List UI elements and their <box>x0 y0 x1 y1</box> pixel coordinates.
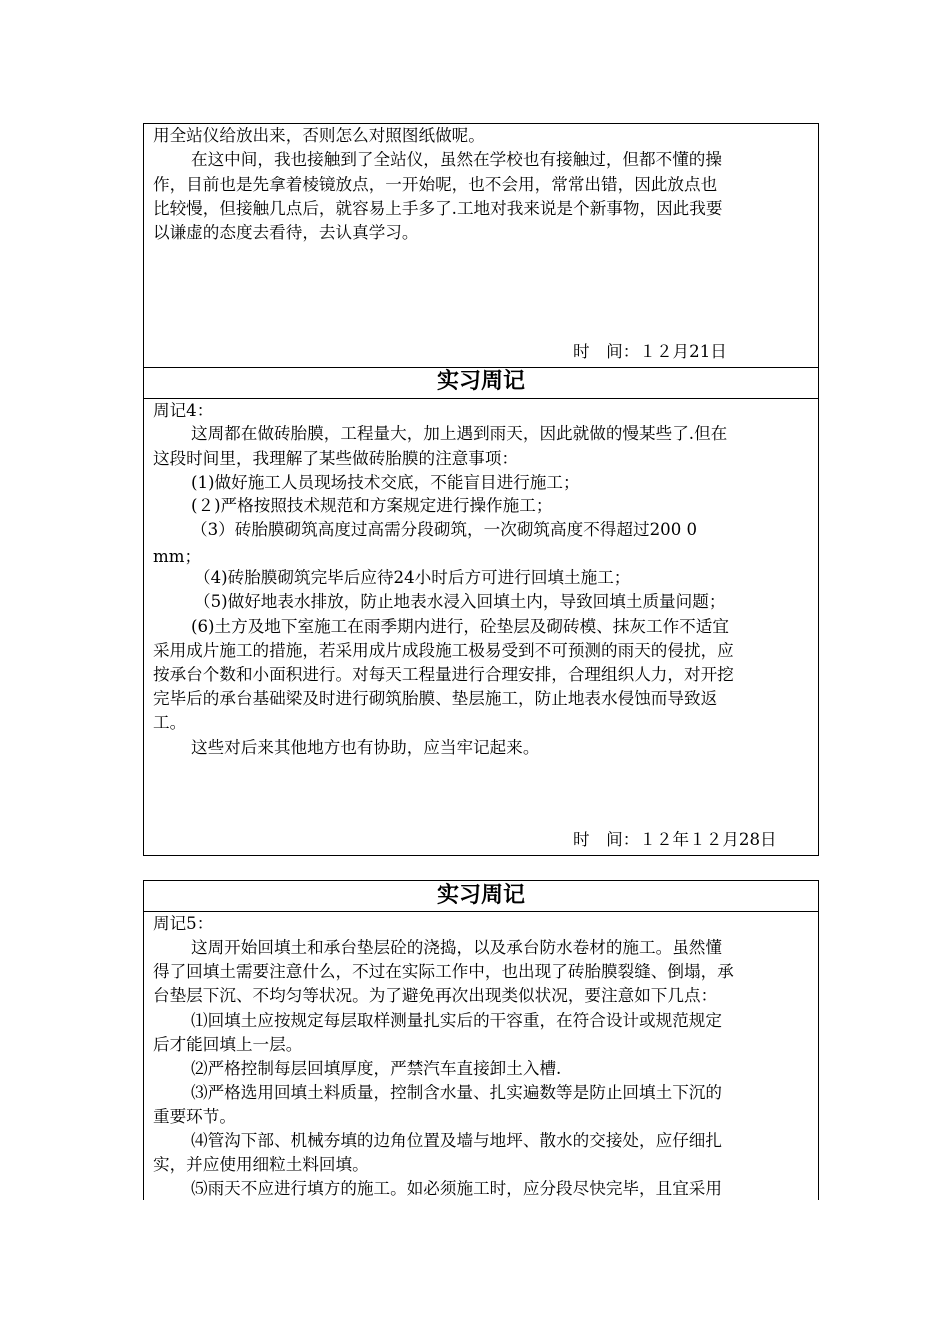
text-line: 得了回填土需要注意什么，不过在实际工作中，也出现了砖胎膜裂缝、倒塌，承 <box>153 962 734 981</box>
section-title: 实习周记 <box>436 883 525 908</box>
text-line: 后才能回填上一层。 <box>153 1035 303 1054</box>
text-line: 采用成片施工的措施，若采用成片成段施工极易受到不可预测的雨天的侵扰，应 <box>153 641 734 660</box>
text-line: （3）砖胎膜砌筑高度过高需分段砌筑，一次砌筑高度不得超过200 0 <box>191 520 698 539</box>
record-table-1 <box>143 123 819 856</box>
text-line: 以谦虚的态度去看待，去认真学习。 <box>153 223 419 242</box>
text-line: 重要环节。 <box>153 1107 236 1126</box>
text-line: (1)做好施工人员现场技术交底，不能盲目进行施工； <box>191 473 580 492</box>
text-line: 周记4： <box>153 401 214 420</box>
text-line: ⑸雨天不应进行填方的施工。如必须施工时，应分段尽快完毕，且宜采用 <box>191 1179 722 1198</box>
text-line: mm； <box>153 547 202 566</box>
text-line: 在这中间，我也接触到了全站仪，虽然在学校也有接触过，但都不懂的操 <box>191 150 722 169</box>
text-line: 台垫层下沉、不均匀等状况。为了避免再次出现类似状况，要注意如下几点： <box>153 986 718 1005</box>
text-line: 实，并应使用细粒土料回填。 <box>153 1155 369 1174</box>
record-table-2 <box>143 880 819 1200</box>
text-line: （5)做好地表水排放，防止地表水浸入回填土内，导致回填土质量问题； <box>194 592 726 611</box>
text-line: (２)严格按照技术规范和方案规定进行操作施工； <box>191 496 553 515</box>
text-line: ⑶严格选用回填土料质量，控制含水量、扎实遍数等是防止回填土下沉的 <box>191 1083 722 1102</box>
text-line: 按承台个数和小面积进行。对每天工程量进行合理安排，合理组织人力，对开挖 <box>153 665 734 684</box>
text-line: （4)砖胎膜砌筑完毕后应待24小时后方可进行回填土施工； <box>194 568 631 587</box>
text-line: 完毕后的承台基础梁及时进行砌筑胎膜、垫层施工，防止地表水侵蚀而导致返 <box>153 689 718 708</box>
text-line: 周记5： <box>153 914 214 933</box>
text-line: 这些对后来其他地方也有协助，应当牢记起来。 <box>191 738 540 757</box>
text-line: 作，目前也是先拿着棱镜放点，一开始呢，也不会用，常常出错，因此放点也 <box>153 175 718 194</box>
text-line: ⑵严格控制每层回填厚度，严禁汽车直接卸土入槽. <box>191 1059 562 1078</box>
text-line: ⑴回填土应按规定每层取样测量扎实后的干容重，在符合设计或规范规定 <box>191 1011 722 1030</box>
row-divider <box>144 911 818 912</box>
text-line: 比较慢，但接触几点后，就容易上手多了.工地对我来说是个新事物，因此我要 <box>153 199 723 218</box>
record-time: 时 间：１２年１２月28日 <box>573 830 777 849</box>
text-line: 这段时间里，我理解了某些做砖胎膜的注意事项： <box>153 449 519 468</box>
text-line: 工。 <box>153 713 187 732</box>
record-time: 时 间：１２月21日 <box>573 342 727 361</box>
text-line: 这周开始回填土和承台垫层砼的浇捣，以及承台防水卷材的施工。虽然懂 <box>191 938 722 957</box>
text-line: 这周都在做砖胎膜，工程量大，加上遇到雨天，因此就做的慢某些了.但在 <box>191 424 728 443</box>
text-line: ⑷管沟下部、机械夯填的边角位置及墙与地坪、散水的交接处，应仔细扎 <box>191 1131 722 1150</box>
row-divider <box>144 398 818 399</box>
text-line: (6)土方及地下室施工在雨季期内进行，砼垫层及砌砖模、抹灰工作不适宜 <box>191 617 729 636</box>
text-line: 用全站仪给放出来，否则怎么对照图纸做呢。 <box>153 126 485 145</box>
section-title: 实习周记 <box>436 369 525 394</box>
